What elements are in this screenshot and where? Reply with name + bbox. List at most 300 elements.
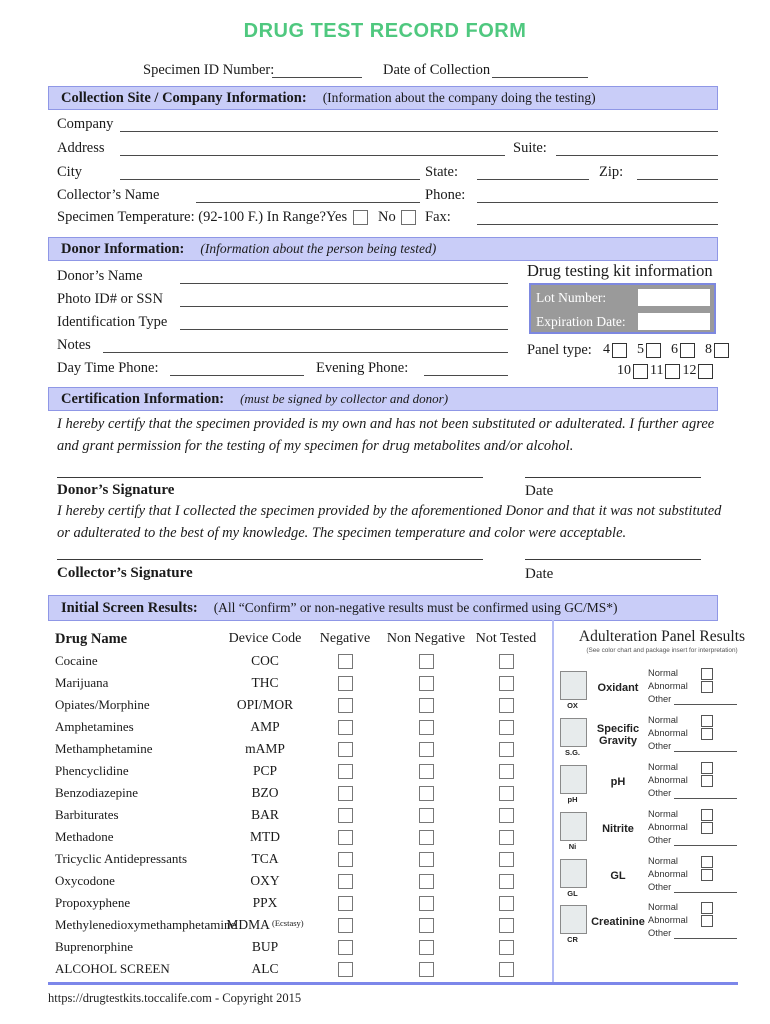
drug-name: Tricyclic Antidepressants <box>55 851 188 866</box>
not-tested-checkbox[interactable] <box>499 676 514 691</box>
checkbox-cell <box>472 958 540 980</box>
specimen-id-input-line[interactable] <box>272 76 362 78</box>
checkbox-cell <box>472 650 540 672</box>
option-label: Abnormal <box>648 728 688 738</box>
device-code: MTD <box>250 829 280 844</box>
non-negative-checkbox[interactable] <box>419 742 434 757</box>
footer-divider-line <box>48 982 738 985</box>
checkbox-cell <box>472 694 540 716</box>
collector-signature-line[interactable] <box>57 558 483 560</box>
drug-name: Cocaine <box>55 653 98 668</box>
adulteration-subtitle: (See color chart and package insert for interpretation) <box>586 647 738 654</box>
checkbox-cell <box>380 958 472 980</box>
section-collection-site <box>48 86 718 110</box>
not-tested-checkbox[interactable] <box>499 940 514 955</box>
table-row <box>55 804 540 826</box>
donor-signature-label: Donor’s Signature <box>57 482 175 498</box>
negative-checkbox[interactable] <box>338 786 353 801</box>
panel-type-row1 <box>603 342 729 358</box>
address-row <box>0 138 770 160</box>
state-input-line[interactable] <box>477 178 589 180</box>
collector-name-input-line[interactable] <box>196 201 420 203</box>
option-label: Other <box>648 788 672 798</box>
drug-name: Amphetamines <box>55 719 134 734</box>
section-certification-subtitle: (must be signed by collector and donor) <box>240 391 449 406</box>
test-name: Creatinine <box>591 916 645 928</box>
drug-name: Barbiturates <box>55 807 119 822</box>
option-label: Abnormal <box>648 915 688 925</box>
test-abbreviation: CR <box>567 935 578 944</box>
not-tested-checkbox[interactable] <box>499 742 514 757</box>
checkbox-cell <box>380 870 472 892</box>
drug-name: Oxycodone <box>55 873 115 888</box>
panel-type-4-label: 4 <box>603 342 610 357</box>
table-row <box>55 958 540 980</box>
evening-phone-label: Evening Phone: <box>316 360 409 376</box>
header-device-code: Device Code <box>228 631 302 646</box>
panel-type-4-item <box>603 342 627 358</box>
device-code: BZO <box>251 785 279 800</box>
negative-checkbox[interactable] <box>338 940 353 955</box>
checkbox-cell <box>472 782 540 804</box>
expiration-row <box>531 309 714 333</box>
city-row <box>0 162 770 184</box>
city-label: City <box>57 164 82 180</box>
footer-url: https://drugtestkits.toccalife.com - Copyright 2015 <box>48 991 302 1005</box>
option-row <box>648 741 766 754</box>
non-negative-checkbox[interactable] <box>419 918 434 933</box>
test-abbreviation: pH <box>567 795 578 804</box>
panel-type-6-label: 6 <box>671 342 678 357</box>
not-tested-checkbox[interactable] <box>499 852 514 867</box>
device-code: ALC <box>251 961 279 976</box>
checkbox-cell <box>310 914 380 936</box>
panel-type-4-checkbox[interactable] <box>612 343 627 358</box>
suite-input-line[interactable] <box>556 154 718 156</box>
donor-name-label: Donor’s Name <box>57 268 143 284</box>
suite-label: Suite: <box>513 140 547 156</box>
header-not-tested: Not Tested <box>475 631 537 646</box>
checkbox-cell <box>310 870 380 892</box>
option-row <box>648 728 766 741</box>
expiration-input[interactable] <box>638 313 710 330</box>
abnormal-checkbox[interactable] <box>701 915 713 927</box>
table-row <box>55 892 540 914</box>
temp-yes-checkbox[interactable] <box>353 210 368 225</box>
specimen-id-label: Specimen ID Number: <box>143 62 275 78</box>
table-row <box>55 848 540 870</box>
option-label: Normal <box>648 715 678 725</box>
temp-no-checkbox[interactable] <box>401 210 416 225</box>
device-code: BAR <box>251 807 279 822</box>
option-row <box>648 788 766 801</box>
option-label: Abnormal <box>648 681 688 691</box>
specimen-temp-label: Specimen Temperature: (92-100 F.) In Range? <box>57 209 326 225</box>
adulteration-group <box>556 902 768 946</box>
page-title: DRUG TEST RECORD FORM <box>243 20 527 42</box>
section-collection-subtitle: (Information about the company doing the testing) <box>322 90 596 105</box>
device-code: THC <box>251 675 279 690</box>
non-negative-checkbox[interactable] <box>419 808 434 823</box>
abnormal-checkbox[interactable] <box>701 681 713 693</box>
id-type-input-line[interactable] <box>180 328 508 330</box>
option-label: Other <box>648 928 672 938</box>
lot-number-row <box>531 285 714 309</box>
section-initial-screen-title: Initial Screen Results: <box>61 599 198 616</box>
non-negative-checkbox[interactable] <box>419 676 434 691</box>
non-negative-checkbox[interactable] <box>419 654 434 669</box>
company-input-line[interactable] <box>120 130 718 132</box>
option-label: Other <box>648 694 672 704</box>
abnormal-checkbox[interactable] <box>701 869 713 881</box>
adulteration-title: Adulteration Panel Results <box>578 628 746 645</box>
temp-no-label: No <box>378 209 396 225</box>
device-code: AMP <box>250 719 280 734</box>
drug-name: Propoxyphene <box>55 895 131 910</box>
checkbox-cell <box>310 804 380 826</box>
checkbox-cell <box>310 936 380 958</box>
zip-input-line[interactable] <box>637 178 718 180</box>
table-row <box>55 936 540 958</box>
section-certification <box>48 387 718 411</box>
top-id-row <box>0 60 770 82</box>
option-row <box>648 668 766 681</box>
adulteration-group <box>556 856 768 900</box>
date-of-collection-input-line[interactable] <box>492 76 588 78</box>
collector-certification-statement: I hereby certify that I collected the specimen provided by the aforementioned Donor and that it was not substituted or adulterated to the best of my knowledge. The specimen temperature and color were acceptable. <box>57 503 722 541</box>
other-input-line[interactable] <box>674 703 737 705</box>
checkbox-cell <box>380 892 472 914</box>
not-tested-checkbox[interactable] <box>499 962 514 977</box>
negative-checkbox[interactable] <box>338 720 353 735</box>
lot-number-input[interactable] <box>638 289 710 306</box>
result-color-swatch <box>560 812 587 841</box>
section-donor <box>48 237 718 261</box>
option-row <box>648 835 766 848</box>
checkbox-cell <box>472 848 540 870</box>
donor-date-line[interactable] <box>525 476 701 478</box>
drug-name: ALCOHOL SCREEN <box>55 961 170 976</box>
option-row <box>648 928 766 941</box>
checkbox-cell <box>310 672 380 694</box>
panel-type-10-label: 10 <box>617 363 631 378</box>
date-of-collection-label: Date of Collection <box>383 62 491 78</box>
table-row <box>55 782 540 804</box>
checkbox-cell <box>310 848 380 870</box>
option-row <box>648 856 766 869</box>
negative-checkbox[interactable] <box>338 918 353 933</box>
checkbox-cell <box>380 782 472 804</box>
test-abbreviation: GL <box>567 889 578 898</box>
option-row <box>648 762 766 775</box>
header-non-negative: Non Negative <box>386 631 466 646</box>
option-label: Abnormal <box>648 869 688 879</box>
table-row <box>55 870 540 892</box>
zip-label: Zip: <box>599 164 624 180</box>
panel-type-5-checkbox[interactable] <box>646 343 661 358</box>
section-certification-title: Certification Information: <box>61 390 225 407</box>
normal-checkbox[interactable] <box>701 762 713 774</box>
checkbox-cell <box>380 936 472 958</box>
drug-name: Buprenorphine <box>55 939 133 954</box>
expiration-label: Expiration Date: <box>536 313 626 329</box>
device-code: PPX <box>252 895 278 910</box>
panel-type-8-checkbox[interactable] <box>714 343 729 358</box>
test-name: Specific Gravity <box>596 723 640 747</box>
panel-type-6-item <box>671 342 695 358</box>
adulteration-group <box>556 668 768 712</box>
checkbox-cell <box>310 892 380 914</box>
panel-type-row2 <box>617 363 713 379</box>
checkbox-cell <box>472 716 540 738</box>
non-negative-checkbox[interactable] <box>419 830 434 845</box>
non-negative-checkbox[interactable] <box>419 940 434 955</box>
photo-id-label: Photo ID# or SSN <box>57 291 163 307</box>
kit-heading: Drug testing kit information <box>527 261 713 280</box>
normal-checkbox[interactable] <box>701 902 713 914</box>
negative-checkbox[interactable] <box>338 808 353 823</box>
option-label: Abnormal <box>648 775 688 785</box>
other-input-line[interactable] <box>674 797 737 799</box>
other-input-line[interactable] <box>674 844 737 846</box>
result-color-swatch <box>560 718 587 747</box>
negative-checkbox[interactable] <box>338 698 353 713</box>
checkbox-cell <box>472 826 540 848</box>
panel-type-5-label: 5 <box>637 342 644 357</box>
non-negative-checkbox[interactable] <box>419 764 434 779</box>
table-row <box>55 672 540 694</box>
negative-checkbox[interactable] <box>338 962 353 977</box>
panel-type-5-item <box>637 342 661 358</box>
abnormal-checkbox[interactable] <box>701 822 713 834</box>
checkbox-cell <box>310 738 380 760</box>
abnormal-checkbox[interactable] <box>701 775 713 787</box>
negative-checkbox[interactable] <box>338 896 353 911</box>
other-input-line[interactable] <box>674 750 737 752</box>
evening-phone-input-line[interactable] <box>424 374 508 376</box>
section-donor-subtitle: (Information about the person being tested) <box>200 241 437 256</box>
option-row <box>648 869 766 882</box>
section-collection-title: Collection Site / Company Information: <box>61 89 307 106</box>
panel-type-label: Panel type: <box>527 342 592 358</box>
collector-name-label: Collector’s Name <box>57 187 160 203</box>
panel-type-8-item <box>705 342 729 358</box>
checkbox-cell <box>310 760 380 782</box>
table-row <box>55 716 540 738</box>
negative-checkbox[interactable] <box>338 654 353 669</box>
negative-checkbox[interactable] <box>338 852 353 867</box>
donor-certification-statement: I hereby certify that the specimen provided is my own and has not been substituted or adulterated. I further agree and grant permission for the testing of my specimen for drug metabolites and/or alcohol. <box>57 416 715 454</box>
test-name: Nitrite <box>602 823 634 835</box>
checkbox-cell <box>310 826 380 848</box>
drug-name: Marijuana <box>55 675 109 690</box>
checkbox-cell <box>472 738 540 760</box>
panel-type-6-checkbox[interactable] <box>680 343 695 358</box>
non-negative-checkbox[interactable] <box>419 698 434 713</box>
panel-type-12-checkbox[interactable] <box>698 364 713 379</box>
test-abbreviation: S.G. <box>564 748 580 757</box>
normal-checkbox[interactable] <box>701 668 713 680</box>
checkbox-cell <box>310 782 380 804</box>
non-negative-checkbox[interactable] <box>419 962 434 977</box>
header-drug-name: Drug Name <box>55 630 128 647</box>
option-label: Normal <box>648 668 678 678</box>
device-code-note: (Ecstasy) <box>269 918 304 928</box>
drug-name: Methamphetamine <box>55 741 153 756</box>
negative-checkbox[interactable] <box>338 676 353 691</box>
non-negative-checkbox[interactable] <box>419 786 434 801</box>
negative-checkbox[interactable] <box>338 874 353 889</box>
not-tested-checkbox[interactable] <box>499 918 514 933</box>
adulteration-panel <box>556 620 768 982</box>
non-negative-checkbox[interactable] <box>419 852 434 867</box>
abnormal-checkbox[interactable] <box>701 728 713 740</box>
device-code: BUP <box>251 939 279 954</box>
checkbox-cell <box>380 826 472 848</box>
panel-type-10-item <box>617 363 648 379</box>
normal-checkbox[interactable] <box>701 856 713 868</box>
checkbox-cell <box>310 716 380 738</box>
specimen-temp-row <box>0 207 770 229</box>
option-label: Other <box>648 882 672 892</box>
header-negative: Negative <box>319 631 371 646</box>
negative-checkbox[interactable] <box>338 742 353 757</box>
fax-label: Fax: <box>425 209 451 225</box>
drug-name: Methylenedioxymethamphetamine <box>55 917 237 932</box>
option-label: Normal <box>648 809 678 819</box>
table-row <box>55 694 540 716</box>
panel-type-11-label: 11 <box>650 363 664 378</box>
option-label: Abnormal <box>648 822 688 832</box>
option-row <box>648 809 766 822</box>
notes-input-line[interactable] <box>103 351 508 353</box>
checkbox-cell <box>310 958 380 980</box>
option-row <box>648 822 766 835</box>
drug-name: Phencyclidine <box>55 763 129 778</box>
company-label: Company <box>57 116 114 132</box>
device-code: OPI/MOR <box>236 697 294 712</box>
panel-type-12-item <box>682 363 713 379</box>
other-input-line[interactable] <box>674 891 737 893</box>
section-initial-screen-subtitle: (All “Confirm” or non-negative results must be confirmed using GC/MS*) <box>213 600 618 615</box>
panel-type-8-label: 8 <box>705 342 712 357</box>
not-tested-checkbox[interactable] <box>499 896 514 911</box>
temp-yes-label: Yes <box>326 209 348 225</box>
adulteration-group <box>556 715 768 759</box>
non-negative-checkbox[interactable] <box>419 874 434 889</box>
option-row <box>648 882 766 895</box>
checkbox-cell <box>380 672 472 694</box>
table-row <box>55 914 540 936</box>
collector-signature-label: Collector’s Signature <box>57 565 193 581</box>
lot-number-label: Lot Number: <box>536 289 607 305</box>
non-negative-checkbox[interactable] <box>419 896 434 911</box>
negative-checkbox[interactable] <box>338 830 353 845</box>
checkbox-cell <box>380 760 472 782</box>
photo-id-input-line[interactable] <box>180 305 508 307</box>
panel-type-10-checkbox[interactable] <box>633 364 648 379</box>
not-tested-checkbox[interactable] <box>499 830 514 845</box>
device-code: PCP <box>252 763 278 778</box>
drug-name: Methadone <box>55 829 114 844</box>
option-row <box>648 694 766 707</box>
checkbox-cell <box>380 738 472 760</box>
device-code: TCA <box>251 851 279 866</box>
company-row <box>0 114 770 136</box>
normal-checkbox[interactable] <box>701 809 713 821</box>
address-input-line[interactable] <box>120 154 505 156</box>
day-phone-label: Day Time Phone: <box>57 360 159 376</box>
section-initial-screen <box>48 595 718 621</box>
result-color-swatch <box>560 671 587 700</box>
device-code: OXY <box>250 873 280 888</box>
city-input-line[interactable] <box>120 178 420 180</box>
option-row <box>648 715 766 728</box>
collector-date-line[interactable] <box>525 558 701 560</box>
collector-name-row <box>0 185 770 207</box>
checkbox-cell <box>380 914 472 936</box>
panel-type-11-checkbox[interactable] <box>665 364 680 379</box>
checkbox-cell <box>472 760 540 782</box>
fax-input-line[interactable] <box>477 223 718 225</box>
checkbox-cell <box>380 650 472 672</box>
result-color-swatch <box>560 859 587 888</box>
not-tested-checkbox[interactable] <box>499 698 514 713</box>
normal-checkbox[interactable] <box>701 715 713 727</box>
section-donor-title: Donor Information: <box>61 240 185 257</box>
drug-name: Opiates/Morphine <box>55 697 150 712</box>
checkbox-cell <box>310 650 380 672</box>
test-abbreviation: Ni <box>568 842 577 851</box>
collector-date-label: Date <box>525 566 554 582</box>
table-row <box>55 650 540 672</box>
day-phone-input-line[interactable] <box>170 374 304 376</box>
checkbox-cell <box>472 804 540 826</box>
not-tested-checkbox[interactable] <box>499 808 514 823</box>
negative-checkbox[interactable] <box>338 764 353 779</box>
not-tested-checkbox[interactable] <box>499 764 514 779</box>
checkbox-cell <box>380 694 472 716</box>
adulteration-group <box>556 809 768 853</box>
address-label: Address <box>57 140 105 156</box>
not-tested-checkbox[interactable] <box>499 874 514 889</box>
option-label: Normal <box>648 856 678 866</box>
other-input-line[interactable] <box>674 937 737 939</box>
not-tested-checkbox[interactable] <box>499 786 514 801</box>
kit-info-box <box>529 283 716 334</box>
checkbox-cell <box>380 804 472 826</box>
screen-table-header <box>55 628 540 650</box>
checkbox-cell <box>380 848 472 870</box>
checkbox-cell <box>310 694 380 716</box>
drug-name: Benzodiazepine <box>55 785 139 800</box>
result-color-swatch <box>560 765 587 794</box>
table-row <box>55 826 540 848</box>
checkbox-cell <box>472 914 540 936</box>
donor-name-input-line[interactable] <box>180 282 508 284</box>
donor-signature-line[interactable] <box>57 476 483 478</box>
results-divider <box>552 620 554 982</box>
test-name: Oxidant <box>597 682 639 694</box>
non-negative-checkbox[interactable] <box>419 720 434 735</box>
test-name: pH <box>610 776 626 788</box>
panel-type-11-item <box>650 363 680 379</box>
not-tested-checkbox[interactable] <box>499 720 514 735</box>
not-tested-checkbox[interactable] <box>499 654 514 669</box>
panel-type-12-label: 12 <box>682 363 697 378</box>
phone-input-line[interactable] <box>477 201 718 203</box>
notes-label: Notes <box>57 337 91 353</box>
